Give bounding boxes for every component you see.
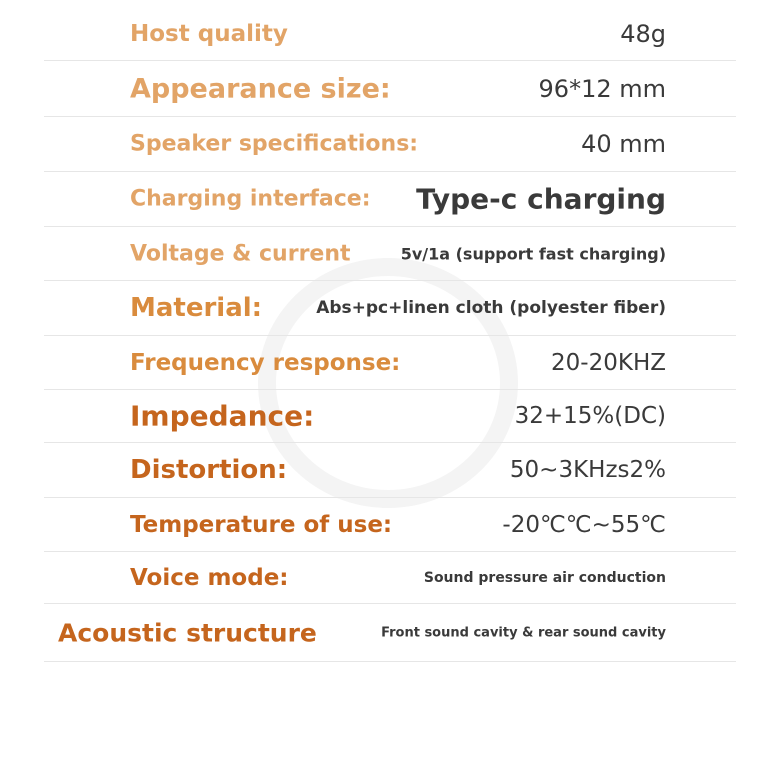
spec-value: Front sound cavity & rear sound cavity [381, 625, 666, 640]
spec-label: Material: [130, 293, 263, 323]
spec-row-acoustic-structure [44, 604, 736, 662]
spec-row-frequency-response [44, 336, 736, 390]
spec-label: Voice mode: [130, 564, 289, 591]
spec-row-material [44, 281, 736, 336]
spec-value: 20-20KHZ [551, 349, 666, 376]
spec-label: Speaker specifications: [130, 131, 419, 157]
spec-label: Appearance size: [130, 73, 391, 104]
spec-value: 96*12 mm [538, 74, 666, 103]
spec-row-voltage-current [44, 227, 736, 281]
spec-label: Voltage & current [130, 241, 351, 266]
spec-value: 50~3KHzs2% [509, 457, 666, 483]
spec-value: Sound pressure air conduction [423, 569, 666, 586]
spec-label: Acoustic structure [58, 618, 317, 647]
spec-row-host-quality [44, 8, 736, 61]
spec-row-voice-mode [44, 552, 736, 604]
spec-value: -20℃℃~55℃ [502, 511, 666, 538]
spec-value: 48g [620, 20, 666, 48]
spec-value: Type-c charging [416, 182, 666, 216]
spec-value: Abs+pc+linen cloth (polyester fiber) [316, 298, 666, 318]
spec-value: 40 mm [581, 130, 666, 158]
spec-row-temperature-of-use [44, 498, 736, 552]
spec-label: Host quality [130, 21, 288, 47]
spec-row-distortion [44, 443, 736, 498]
spec-label: Impedance: [130, 399, 315, 433]
spec-row-speaker-specifications [44, 117, 736, 172]
spec-label: Distortion: [130, 455, 288, 485]
spec-label: Frequency response: [130, 349, 401, 376]
spec-row-impedance [44, 390, 736, 443]
spec-label: Temperature of use: [130, 511, 393, 538]
spec-value: 5v/1a (support fast charging) [400, 244, 666, 263]
spec-value: 32+15%(DC) [514, 403, 666, 429]
spec-label: Charging interface: [130, 186, 371, 212]
spec-row-charging-interface [44, 172, 736, 227]
spec-row-appearance-size [44, 61, 736, 117]
